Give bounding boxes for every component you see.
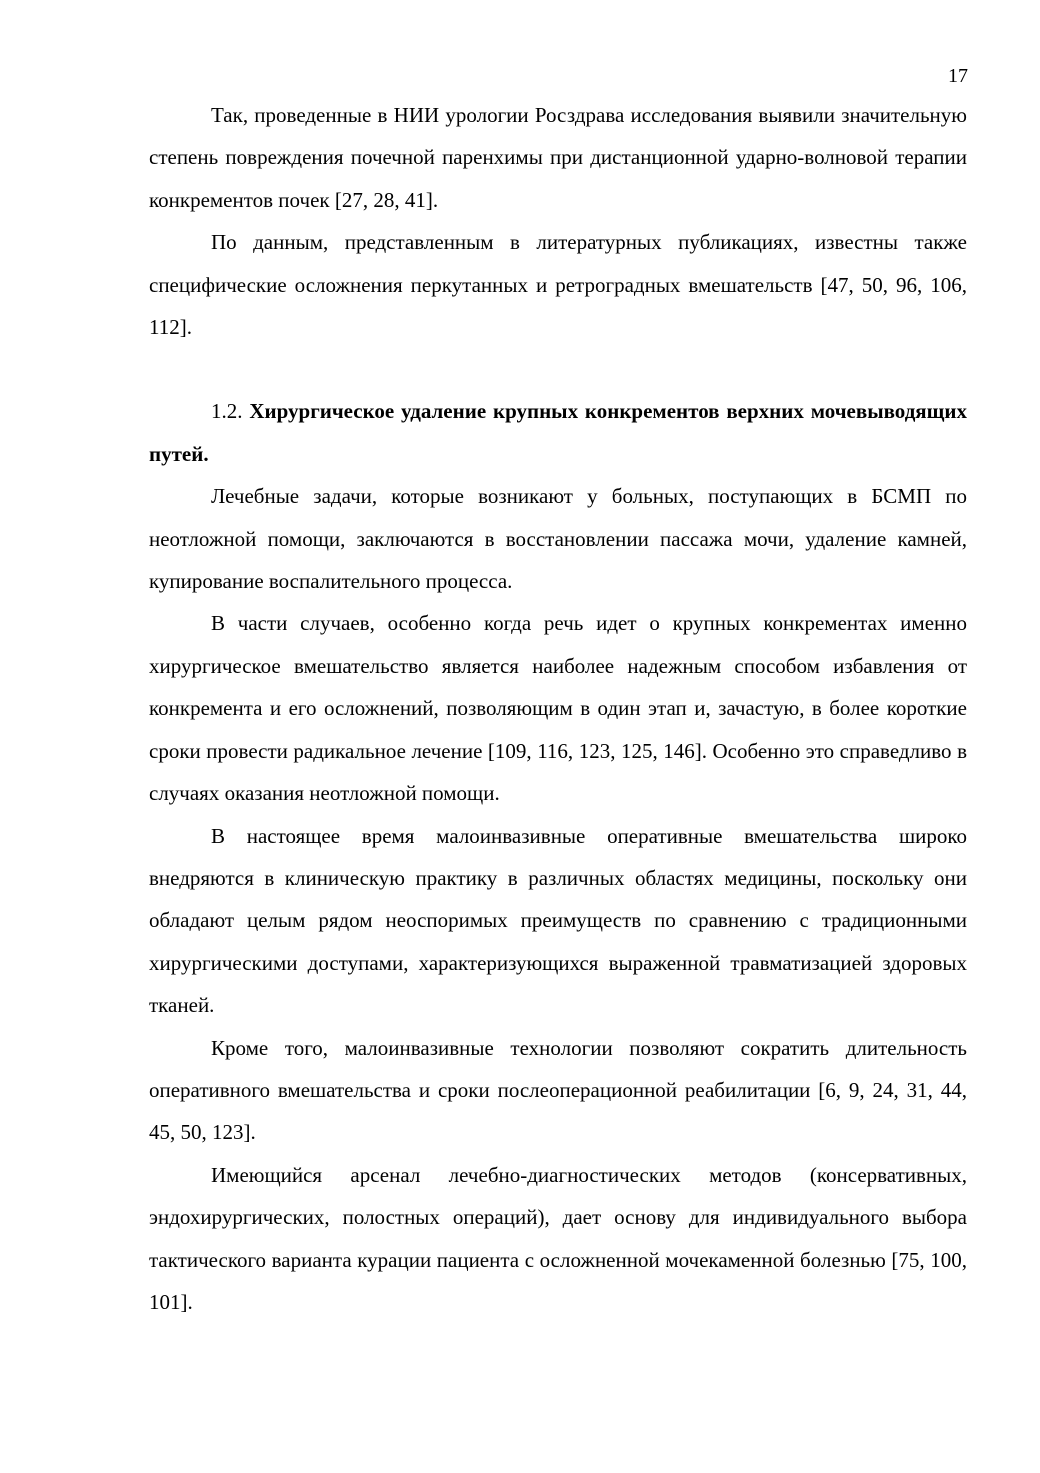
section-heading <box>149 390 967 475</box>
document-body <box>149 94 967 1323</box>
paragraph-arsenal: Имеющийся арсенал лечебно-диагностических методов (консервативных, эндохирургических, полостных операций), дает основу для индивидуального выбора тактического варианта курации пациента с осложненной мочекаменной болезнью [75, 100, 101]. <box>149 1162 967 1314</box>
paragraph-rehabilitation: Кроме того, малоинвазивные технологии позволяют сократить длительность оперативного вмешательства и сроки послеоперационной реабилитации [6, 9, 24, 31, 44, 45, 50, 123]. <box>149 1035 967 1145</box>
paragraph-minimally-invasive: В настоящее время малоинвазивные оперативные вмешательства широко внедряются в клиническую практику в различных областях медицины, поскольку они обладают целым рядом неоспоримых преимуществ по сравнению с традиционными хирургическими доступами, характеризующихся выраженной травматизацией здоровых тканей. <box>149 823 967 1018</box>
section-number: 1.2. <box>211 399 243 424</box>
paragraph-treatment-tasks: Лечебные задачи, которые возникают у больных, поступающих в БСМП по неотложной помощи, заключаются в восстановлении пассажа мочи, удаление камней, купирование воспалительного процесса. <box>149 484 967 594</box>
page-number: 17 <box>948 65 968 87</box>
paragraph-surgical-intervention: В части случаев, особенно когда речь идет о крупных конкрементах именно хирургическое вмешательство является наиболее надежным способом избавления от конкремента и его осложнений, позволяющим в один этап и, зачастую, в более короткие сроки провести радикальное лечение [109, 116, 123, 125, 146]. Особенно это справедливо в случаях оказания неотложной помощи. <box>149 611 967 806</box>
section-title: Хирургическое удаление крупных конкрементов верхних мочевыводящих путей. <box>149 399 968 466</box>
paragraph-urology-research: Так, проведенные в НИИ урологии Росздрава исследования выявили значительную степень повреждения почечной паренхимы при дистанционной ударно-волновой терапии конкрементов почек [27, 28, 41]. <box>149 103 967 212</box>
paragraph-complications: По данным, представленным в литературных публикациях, известны также специфические осложнения перкутанных и ретроградных вмешательств [47, 50, 96, 106, 112]. <box>149 230 967 340</box>
